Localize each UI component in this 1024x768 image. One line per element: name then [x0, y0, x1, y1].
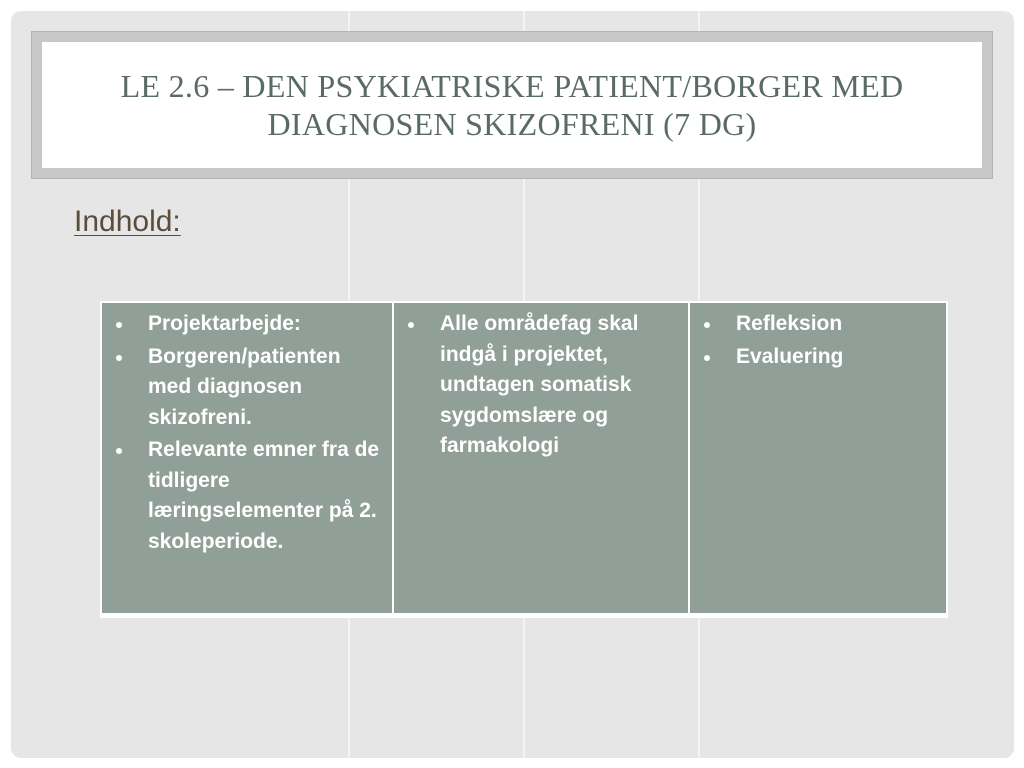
- list-item-text: Alle områdefag skal indgå i projektet, undtagen somatisk sygdomslære og farmakologi: [440, 312, 639, 457]
- slide: [11, 11, 1014, 758]
- table-row: [101, 302, 947, 614]
- bullet-icon: [116, 448, 122, 454]
- table-cell-reflection: [689, 302, 947, 614]
- list-item: [108, 342, 384, 434]
- list-item: [400, 309, 680, 462]
- table-cell-project: [101, 302, 393, 614]
- bullet-list: [108, 309, 384, 557]
- bullet-icon: [116, 355, 122, 361]
- bullet-icon: [116, 322, 122, 328]
- list-item-text: Relevante emner fra de tidligere læringselementer på 2. skoleperiode.: [148, 438, 380, 553]
- bullet-list: [400, 309, 680, 462]
- title-frame: [31, 31, 993, 179]
- slide-title: LE 2.6 – DEN PSYKIATRISKE PATIENT/BORGER MED DIAGNOSEN SKIZOFRENI (7 DG): [120, 68, 904, 142]
- list-item: [108, 309, 384, 340]
- content-table: [100, 301, 948, 615]
- list-item: [696, 342, 938, 373]
- list-item-text: Borgeren/patienten med diagnosen skizofreni.: [148, 344, 341, 429]
- content-heading: Indhold:: [74, 205, 181, 238]
- list-item-text: Projektarbejde:: [148, 312, 301, 335]
- list-item-text: Refleksion: [736, 312, 843, 335]
- list-item: [696, 309, 938, 340]
- bullet-icon: [704, 355, 710, 361]
- list-item-text: Evaluering: [736, 344, 844, 368]
- list-item: [108, 435, 384, 557]
- bullet-icon: [408, 322, 414, 328]
- title-box: [42, 42, 982, 168]
- bullet-list: [696, 309, 938, 372]
- bullet-icon: [704, 322, 710, 328]
- table-cell-subjects: [393, 302, 689, 614]
